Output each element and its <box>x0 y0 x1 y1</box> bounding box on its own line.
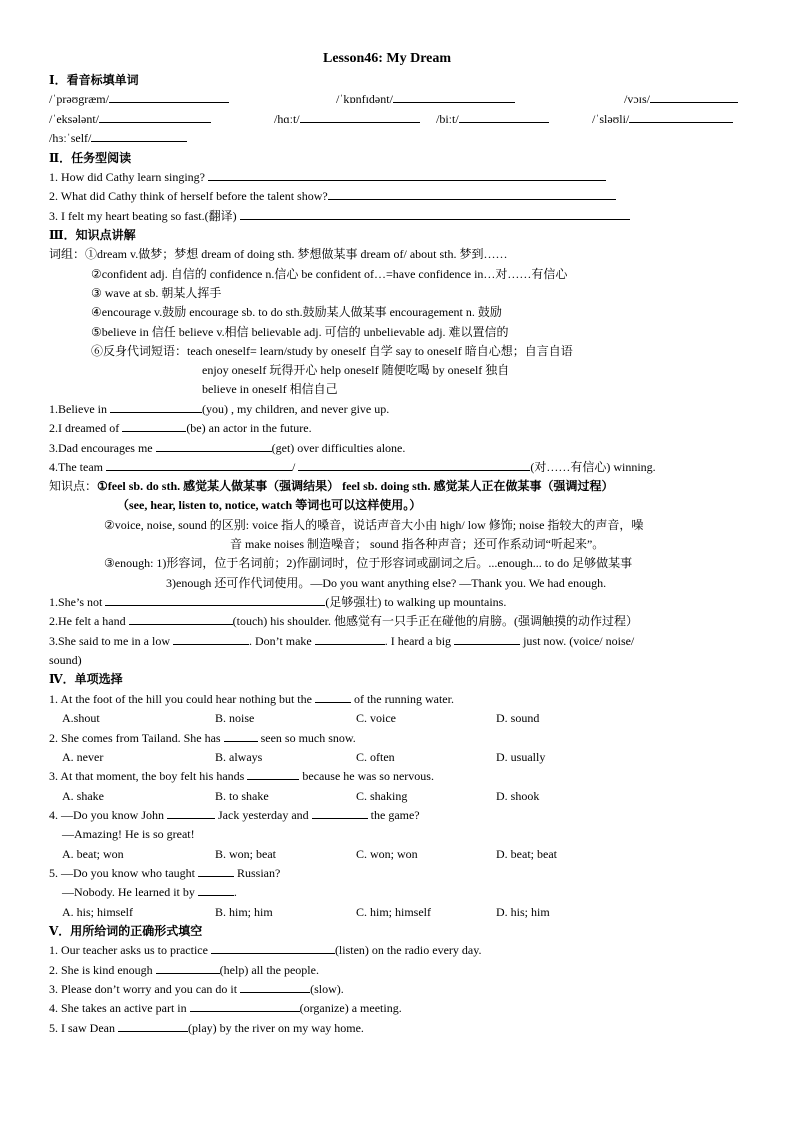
knowledge-3b: 3)enough 还可作代词使用。—Do you want anything else? —Thank you. We had enough. <box>166 576 607 590</box>
option-a[interactable]: A.shout <box>62 711 100 725</box>
question-text: 3. At that moment, the boy felt his hands <box>49 769 245 783</box>
option-d[interactable]: D. beat; beat <box>496 847 557 861</box>
blank-field[interactable] <box>109 91 229 103</box>
blank-field[interactable] <box>315 691 351 703</box>
blank-field[interactable] <box>118 1020 188 1032</box>
option-a[interactable]: A. never <box>62 750 104 764</box>
exercise-text: . I heard a big <box>384 634 452 648</box>
option-d[interactable]: D. shook <box>496 789 540 803</box>
question-text: 3. Please don’t worry and you can do it <box>49 982 238 996</box>
blank-field[interactable] <box>173 633 249 645</box>
phonetic-row-2b <box>274 111 420 127</box>
knowledge-2: ②voice, noise, sound 的区别: voice 指人的嗓音，说话声音大小由 high/ low 修饰; noise 指较大的声音，噪 <box>104 518 644 532</box>
mc-question-3 <box>49 768 434 784</box>
question-text: 1. At the foot of the hill you could hear nothing but the <box>49 692 312 706</box>
blank-field[interactable] <box>211 942 335 954</box>
blank-field[interactable] <box>650 91 738 103</box>
exercise-text: (be) an actor in the future. <box>186 421 312 435</box>
blank-field[interactable] <box>129 613 233 625</box>
blank-field[interactable] <box>300 111 420 123</box>
phonetic-row-2c <box>436 111 549 127</box>
exercise-2 <box>49 420 312 436</box>
knowledge-1b: （see, hear, listen to, notice, watch 等词也可以这样使用。） <box>117 498 422 512</box>
blank-field[interactable] <box>312 807 368 819</box>
blank-field[interactable] <box>315 633 385 645</box>
mc-question-4-reply: —Amazing! He is so great! <box>62 827 195 841</box>
question-text: 2. She comes from Tailand. She has <box>49 731 221 745</box>
exercise-text: just now. (voice/ noise/ <box>523 634 635 648</box>
reading-q1 <box>49 169 606 185</box>
blank-field[interactable] <box>156 440 272 452</box>
question-text: 2. What did Cathy think of herself before the talent show? <box>49 189 328 203</box>
blank-field[interactable] <box>393 91 515 103</box>
phrase-2: ②confident adj. 自信的 confidence n.信心 be confident of…=have confidence in…对……有信心 <box>91 267 568 281</box>
phrase-8: believe in oneself 相信自己 <box>202 382 338 396</box>
phonetic-row-2a <box>49 111 211 127</box>
fill-question-3 <box>49 981 344 997</box>
question-text: 4. —Do you know John <box>49 808 165 822</box>
phonetic-row-1 <box>49 91 229 107</box>
phrase-5: ⑤believe in 信任 believe v.相信 believable adj. 可信的 unbelievable adj. 难以置信的 <box>91 325 509 339</box>
blank-field[interactable] <box>91 130 187 142</box>
option-c[interactable]: C. won; won <box>356 847 418 861</box>
exercise-text: 3.She said to me in a low <box>49 634 170 648</box>
phonetic-4: /ˈeksələnt/ <box>49 112 99 126</box>
exercise-text: (对……有信心) winning. <box>530 460 656 474</box>
answer-line[interactable] <box>208 169 606 181</box>
blank-field[interactable] <box>629 111 733 123</box>
phrase-4: ④encourage v.鼓励 encourage sb. to do sth.鼓励某人做某事 encouragement n. 鼓励 <box>91 305 502 319</box>
phonetic-6: /biːt/ <box>436 112 459 126</box>
exercise-7 <box>49 633 634 649</box>
question-text: of the running water. <box>353 692 454 706</box>
option-d[interactable]: D. usually <box>496 750 546 764</box>
blank-field[interactable] <box>240 981 310 993</box>
question-text: (organize) a meeting. <box>299 1001 402 1015</box>
phonetic-5: /hɑːt/ <box>274 112 300 126</box>
answer-line[interactable] <box>328 188 616 200</box>
option-a[interactable]: A. shake <box>62 789 104 803</box>
exercise-4 <box>49 459 656 475</box>
blank-field[interactable] <box>156 962 220 974</box>
phonetic-row-3 <box>49 130 187 146</box>
option-c[interactable]: C. often <box>356 750 395 764</box>
exercise-text: (get) over difficulties alone. <box>271 441 406 455</box>
question-text: (slow). <box>310 982 344 996</box>
phonetic-row-1c <box>624 91 738 107</box>
option-a[interactable]: A. his; himself <box>62 905 133 919</box>
blank-field[interactable] <box>454 633 520 645</box>
blank-field[interactable] <box>122 420 186 432</box>
section-4-heading: Ⅳ．单项选择 <box>49 672 123 686</box>
option-b[interactable]: B. noise <box>215 711 255 725</box>
phonetic-3: /vɔɪs/ <box>624 92 650 106</box>
exercise-text: 4.The team <box>49 460 103 474</box>
option-b[interactable]: B. to shake <box>215 789 269 803</box>
phrase-6: ⑥反身代词短语：teach oneself= learn/study by oneself 自学 say to oneself 暗自心想；自言自语 <box>91 344 573 358</box>
blank-field[interactable] <box>198 884 234 896</box>
option-d[interactable]: D. sound <box>496 711 540 725</box>
mc-question-5 <box>49 865 280 881</box>
option-c[interactable]: C. shaking <box>356 789 408 803</box>
option-b[interactable]: B. him; him <box>215 905 273 919</box>
exercise-7b: sound) <box>49 653 82 667</box>
exercise-text: / <box>291 460 296 474</box>
exercise-6 <box>49 613 638 629</box>
exercise-text: (touch) his shoulder. 他感觉有一只手正在碰他的肩膀。(强调触摸的动作过程） <box>232 614 638 628</box>
question-text: 5. I saw Dean <box>49 1021 115 1035</box>
question-text: the game? <box>370 808 420 822</box>
section-5-heading: Ⅴ．用所给词的正确形式填空 <box>49 924 203 938</box>
phonetic-8: /hɜːˈself/ <box>49 131 92 145</box>
question-text: 3. I felt my heart beating so fast.(翻译) <box>49 209 237 223</box>
question-text: (help) all the people. <box>219 963 319 977</box>
phrase-7: enjoy oneself 玩得开心 help oneself 随便吃喝 by oneself 独自 <box>202 363 510 377</box>
section-3-heading: Ⅲ．知识点讲解 <box>49 228 136 242</box>
fill-question-1 <box>49 942 481 958</box>
question-text: (listen) on the radio every day. <box>334 943 482 957</box>
question-text: because he was so nervous. <box>302 769 434 783</box>
question-text: seen so much snow. <box>260 731 356 745</box>
mc-question-4 <box>49 807 420 823</box>
question-text: 4. She takes an active part in <box>49 1001 187 1015</box>
phonetic-7: /ˈsləʊli/ <box>592 112 630 126</box>
exercise-5 <box>49 594 506 610</box>
fill-question-2 <box>49 962 319 978</box>
question-text: Jack yesterday and <box>218 808 309 822</box>
question-text: 1. How did Cathy learn singing? <box>49 170 205 184</box>
exercise-text: 2.He felt a hand <box>49 614 126 628</box>
phonetic-1: /ˈprəʊgræm/ <box>49 92 109 106</box>
exercise-text: . Don’t make <box>248 634 312 648</box>
question-text: 2. She is kind enough <box>49 963 153 977</box>
phonetic-2: /ˈkɒnfɪdənt/ <box>336 92 393 106</box>
question-text: —Nobody. He learned it by <box>62 885 195 899</box>
fill-question-4 <box>49 1000 402 1016</box>
question-text: . <box>233 885 237 899</box>
option-c[interactable]: C. him; himself <box>356 905 431 919</box>
section-2-heading: Ⅱ．任务型阅读 <box>49 151 132 165</box>
option-d[interactable]: D. his; him <box>496 905 550 919</box>
blank-field[interactable] <box>298 459 530 471</box>
question-text: 1. Our teacher asks us to practice <box>49 943 208 957</box>
question-text: Russian? <box>237 866 281 880</box>
reading-q3 <box>49 208 630 224</box>
exercise-text: (you) , my children, and never give up. <box>201 402 390 416</box>
exercise-text: (足够强壮) to walking up mountains. <box>325 595 507 609</box>
blank-field[interactable] <box>167 807 215 819</box>
blank-field[interactable] <box>106 459 292 471</box>
option-a[interactable]: A. beat; won <box>62 847 124 861</box>
mc-question-2 <box>49 730 356 746</box>
exercise-3 <box>49 440 405 456</box>
exercise-1 <box>49 401 389 417</box>
section-1-heading: Ⅰ．看音标填单词 <box>49 73 139 87</box>
blank-field[interactable] <box>224 730 258 742</box>
question-text: (play) by the river on my way home. <box>187 1021 364 1035</box>
blank-field[interactable] <box>190 1000 300 1012</box>
answer-line[interactable] <box>240 208 630 220</box>
blank-field[interactable] <box>459 111 549 123</box>
phonetic-row-2d <box>592 111 733 127</box>
knowledge-3: ③enough: 1)形容词，位于名词前；2)作副词时，位于形容词或副词之后。...enough... to do 足够做某事 <box>104 556 633 570</box>
page-title: Lesson46: My Dream <box>323 51 452 66</box>
knowledge-text: ①feel sb. do sth. 感觉某人做某事（强调结果） feel sb. doing sth. 感觉某人正在做某事（强调过程） <box>97 479 614 493</box>
knowledge-2b: 音 make noises 制造噪音； sound 指各种声音；还可作系动词“听起来”。 <box>230 537 605 551</box>
knowledge-1 <box>49 478 613 494</box>
exercise-text: 3.Dad encourages me <box>49 441 153 455</box>
blank-field[interactable] <box>99 111 211 123</box>
phonetic-row-1b <box>336 91 515 107</box>
blank-field[interactable] <box>110 401 202 413</box>
option-c[interactable]: C. voice <box>356 711 396 725</box>
blank-field[interactable] <box>247 768 299 780</box>
exercise-text: 2.I dreamed of <box>49 421 120 435</box>
mc-question-5-reply <box>62 884 237 900</box>
option-b[interactable]: B. always <box>215 750 263 764</box>
fill-question-5 <box>49 1020 364 1036</box>
blank-field[interactable] <box>105 594 325 606</box>
exercise-text: 1.Believe in <box>49 402 107 416</box>
phrase-3: ③ wave at sb. 朝某人挥手 <box>91 286 222 300</box>
reading-q2 <box>49 188 616 204</box>
phrase-1: 词组：①dream v.做梦；梦想 dream of doing sth. 梦想做某事 dream of/ about sth. 梦到…… <box>49 247 508 261</box>
exercise-text: 1.She’s not <box>49 595 103 609</box>
option-b[interactable]: B. won; beat <box>215 847 276 861</box>
blank-field[interactable] <box>198 865 234 877</box>
mc-question-1 <box>49 691 454 707</box>
knowledge-label: 知识点： <box>49 479 98 493</box>
question-text: 5. —Do you know who taught <box>49 866 195 880</box>
